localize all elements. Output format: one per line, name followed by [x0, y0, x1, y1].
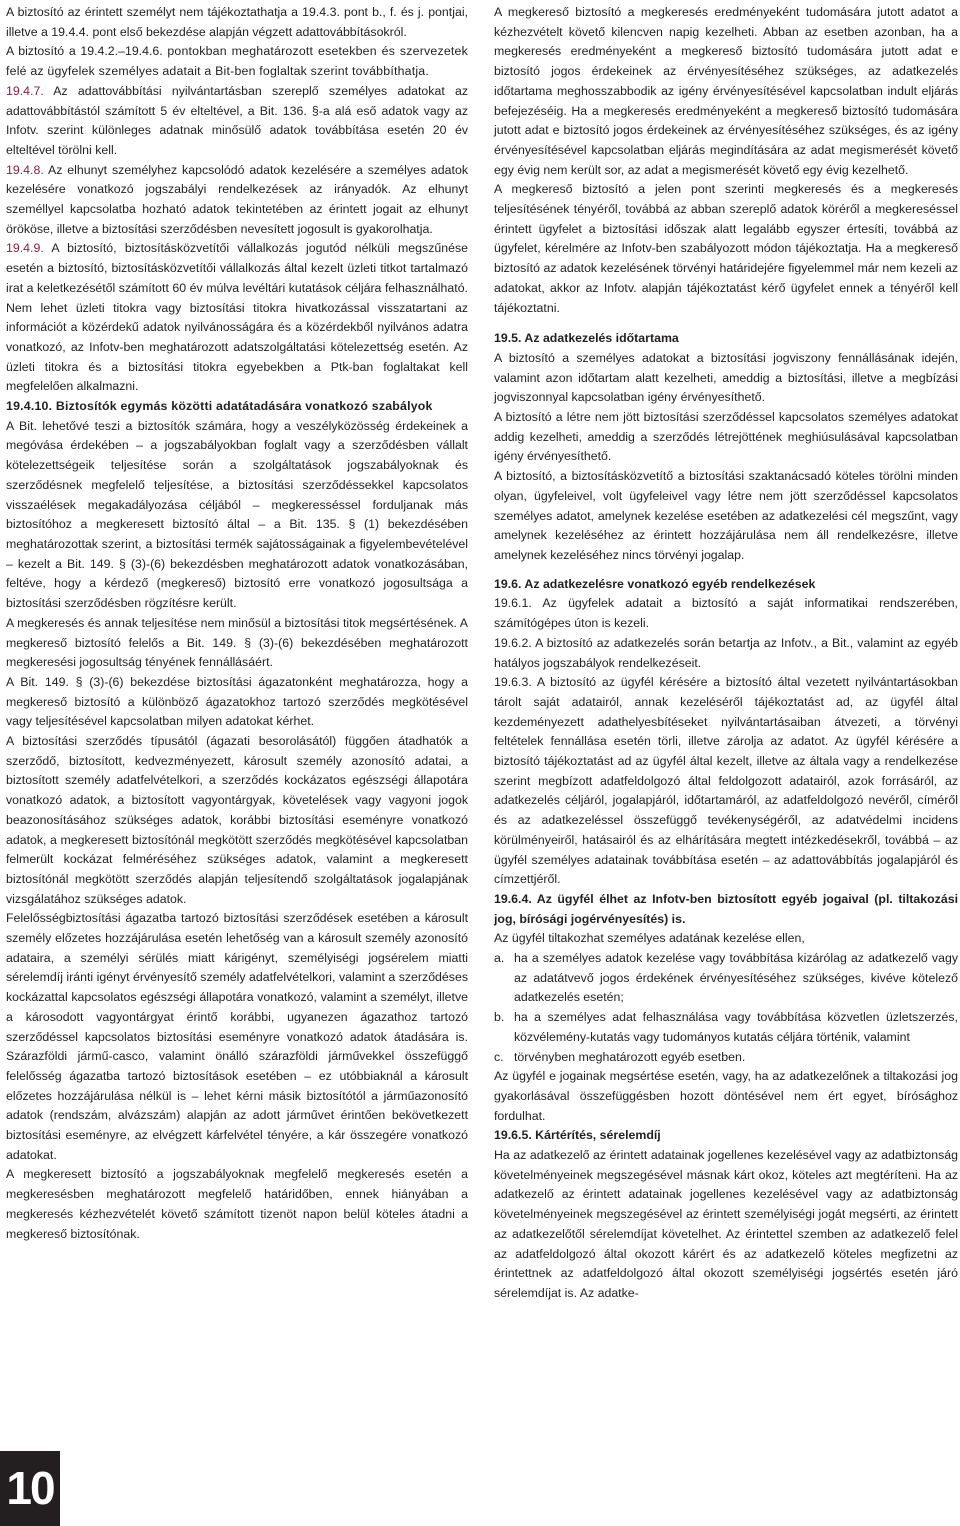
paragraph: 19.6.2. A biztosító az adatkezelés során betartja az Infotv., a Bit., valamint az egyéb hatályos jogszabályok rendelkezéseit.	[494, 635, 958, 670]
list-marker: b.	[494, 1010, 505, 1025]
paragraph: Ha az adatkezelő az érintett adatainak jogellenes kezelésével vagy az adatbiztonság követelményeinek megszegésével másnak kárt okoz, köteles azt megtéríteni. Ha az adatkezelő az érintett adatainak jogellenes kezelésével vagy az adatbiztonság követelményeinek megszegésével az érintett személyiségi jogát megsérti, az érintett az adatkezelőtől sérelemdíjat követelhet. Az érintettel szemben az adatkezelő felel az adatfeldolgozó által okozott kárért és az adatkezelő köteles megfizetni az érintettnek az adatfeldolgozó által okozott személyiségi jogsértés esetén járó sérelemdíjat is. Az adatke-	[494, 1148, 958, 1300]
paragraph: Az ügyfél e jogainak megsértése esetén, vagy, ha az adatkezelőnek a tiltakozási jog gyakorlásával összefüggésben hozott döntésével nem ért egyet, bírósághoz fordulhat.	[494, 1069, 958, 1123]
list-item-text: ha a személyes adatok kezelése vagy továbbítása kizárólag az adatkezelő vagy az adatátvevő jogos érdekének érvényesítéséhez szükséges, kivéve kötelező adatkezelés esetén;	[514, 951, 958, 1005]
paragraph: A megkeresés és annak teljesítése nem minősül a biztosítási titok megsértésének. A megkereső biztosító felelős a Bit. 149. § (3)-(6) bekezdésében meghatározott megkeresési jogosultság tényének fennállásáért.	[6, 615, 468, 670]
paragraph: A Bit. 149. § (3)-(6) bekezdése biztosítási ágazatonként meghatározza, hogy a megkereső biztosító a különböző ágazatokhoz tartozó szerződés megkötésével vagy teljesítésével kapcsolatban milyen adatokat kérhet.	[6, 674, 468, 729]
paragraph	[6, 239, 468, 397]
paragraph: A Bit. lehetővé teszi a biztosítók számára, hogy a veszélyközösség érdekeinek a megóvása érdekében – a jogszabályokban foglalt vagy a szerződésben vállalt kötelezettségeik teljesítése során a szolgáltatások jogszabályoknak és szerződésnek megfelelő teljesítése, a biztosítási szerződéssekkel kapcsolatos visszaélések megakadályozása céljából – megkeresséssel forduljanak más biztosítóhoz a megkeresett biztosító által – a Bit. 135. § (1) bekezdésében meghatározottak szerint, a biztosítási termék sajátosságainak a figyelembevételével – kezelt a Bit. 149. § (3)-(6) bekezdésben meghatározott adatok vonatkozásában, feltéve, hogy a kérdező (megkereső) biztosító erre vonatkozó jogosultsága a biztosítási szerződésben rögzítésre került.	[6, 418, 468, 611]
paragraph	[6, 42, 468, 81]
page-number: 10	[0, 1451, 60, 1526]
paragraph: A biztosító az érintett személyt nem tájékoztathatja a 19.4.3. pont b., f. és j. pontjai, illetve a 19.4.4. pont első bekezdése alapján végzett adattovábbításokról.	[6, 5, 468, 39]
paragraph-text: Az elhunyt személyhez kapcsolódó adatok kezelésére a személyes adatok kezelésére vonatkozó jogszabályi rendelkezések az irányadók. Az elhunyt személlyel kapcsolatba hozható adatok tekintetében az érintett jogait az elhunyt örököse, illetve a biztosítási szerződésben nevesített jogosult is gyakorolhatja.	[6, 162, 468, 236]
paragraph: Felelősségbiztosítási ágazatba tartozó biztosítási szerződések esetében a károsult személy előzetes hozzájárulása esetén lehetőség van a károsult személy azonosító adataira, a személyi sérülés miatt kárigényt, személyiségi jogsérelem miatti sérelemdíj iránti igényt érvényesítő személy adatfelvételkori, valamint a szerződéses kockázattal kapcsolatos egészségi állapotára vonatkozó, valamint a személyt, illetve a károsodott vagyontárgyat érintő korábbi, ugyanezen ágazathoz tartozó szerződéssel kapcsolatos biztosítási eseményre vonatkozó adatok átadására is. Szárazföldi jármű-casco, valamint önálló szárazföldi járművekkel összefüggő felelősség ágazatba tartozó biztosítások esetében – ez utóbbiaknál a károsult előzetes hozzájárulása nélkül is – lehet kérni másik biztosítótól a járműazonosító adatok (rendszám, alvázszám) alapján az adott járművet érintően bekövetkezett biztosítási eseményre, az elvégzett kárfelvétel tényére, a kár összegére vonatkozó adatokat.	[6, 911, 468, 1162]
paragraph	[6, 82, 468, 161]
list-item	[494, 1008, 958, 1047]
paragraph-text: pontokban meghatározott esetekben és szervezetek felé az ügyfelek személyes adatait a Bit-ben foglaltak szerint továbbíthatja.	[6, 44, 468, 79]
list-marker: c.	[494, 1049, 504, 1064]
list-item	[494, 949, 958, 1008]
objection-list	[494, 949, 958, 1067]
paragraph-lead: A biztosító a 19.4.2.–19.4.6.	[6, 44, 163, 59]
paragraph: A biztosító, a biztosításközvetítő a biztosítási szaktanácsadó köteles törölni minden olyan, ügyfeleivel, volt ügyfeleivel vagy létre nem jött szerződéssel kapcsolatos személyes adatot, amelynek kezelése esetében az adatkezelési cél megszűnt, vagy amelynek kezeléséhez az érintett hozzájárulása nem áll rendelkezésre, illetve amelynek kezeléséhez nincs törvényi jogalap.	[494, 469, 958, 562]
paragraph: 19.6.1. Az ügyfelek adatait a biztosító a saját informatikai rendszerében, számítógépes úton is kezeli.	[494, 596, 958, 631]
subsection-heading: 19.6.5. Kártérítés, sérelemdíj	[494, 1128, 661, 1143]
paragraph: A megkeresett biztosító a jogszabályoknak megfelelő megkeresés esetén a megkeresésben meghatározott megfelelő határidőben, ennek hiányában a megkeresés kézhezvételét követő számított tizenöt napon belül köteles átadni a megkereső biztosítónak.	[6, 1167, 468, 1241]
section-number: 19.4.8.	[6, 162, 44, 177]
list-item-text: ha a személyes adat felhasználása vagy továbbítása közvetlen üzletszerzés, közvélemény-kutatás vagy tudományos kutatás céljára történik, valamint	[514, 1010, 958, 1044]
left-column	[6, 3, 468, 1244]
paragraph: A biztosító a személyes adatokat a biztosítási jogviszony fennállásának idején, valamint azon időtartam alatt kezelheti, ameddig a biztosítási, illetve a megbízási jogviszonnyal kapcsolatban igény érvényesíthető.	[494, 350, 958, 405]
list-item	[494, 1048, 958, 1068]
paragraph-text: Az adattovábbítási nyilvántartásban szereplő személyes adatokat az adattovábbítástól számított 5 év elteltével, a Bit. 136. §-a alá eső adatok vagy az Infotv. szerint különleges adatnak minősülő adatok továbbítása esetén 20 év elteltével törölni kell.	[6, 83, 469, 157]
right-column	[494, 3, 958, 1304]
paragraph-text: A biztosító, biztosításközvetítői vállalkozás jogutód nélküli megszűnése esetén a biztosító, biztosításközvetítői vállalkozás által kezelt üzleti titkot tartalmazó irat a keletkezésétől számított 60 év múlva levéltári kutatások céljára felhasználható. Nem lehet üzleti titokra vagy biztosítási titokra hivatkozással visszatartani az információt a közérdekű adatok nyilvánosságára és a közérdekből nyilvános adatra vonatkozó, az Infotv-ben meghatározott adatszolgáltatási kötelezettség esetén. Az üzleti titokra és a biztosítási titokra egyebekben a Ptk-ban foglaltakat kell megfelelően alkalmazni.	[6, 241, 469, 394]
section-heading: 19.6. Az adatkezelésre vonatkozó egyéb rendelkezések	[494, 576, 816, 591]
paragraph: 19.6.3. A biztosító az ügyfél kérésére a biztosító által vezetett nyilvántartásokban tárolt saját adatairól, annak kezeléséről tájékoztatást ad, az ügyfél által kezdeményezett adathelyesbítéseket nyilvántartásaiban átvezeti, a törvényi feltételek fennállása esetén törli, illetve zárolja az adatot. Az ügyfél kérésére a biztosító tájékoztatást ad az ügyfél által kezelt, illetve az általa vagy a rendelkezése szerint megbízott adatfeldolgozó által feldolgozott adatairól, azok forrásáról, az adatkezelés céljáról, jogalapjáról, időtartamáról, az adatfeldolgozó nevéről, címéről és az adatkezeléssel összefüggő tevékenységéről, az adatvédelmi incidens körülményeiről, hatásairól és az elhárítására megtett intézkedésekről, továbbá – az ügyfél személyes adatainak továbbítása esetén – az adattovábbítás jogalapjáról és címzettjéről.	[494, 675, 958, 887]
paragraph: A biztosító a létre nem jött biztosítási szerződéssel kapcsolatos személyes adatokat addig kezelheti, ameddig a szerződés létrejöttének meghiúsulásával kapcsolatban igény érvényesíthető.	[494, 410, 958, 464]
section-heading: 19.5. Az adatkezelés időtartama	[494, 331, 679, 346]
paragraph: A biztosítási szerződés típusától (ágazati besorolásától) függően átadhatók a szerződő, biztosított, kedvezményezett, károsult személy azonosító adatai, a biztosított személy adatfelvételkori, a szerződés kockázatos egészségi állapotára vonatkozó adatok, a biztosított vagyontárgyak, követelések vagy vagyoni jogok beazonosításához szükséges adatok, korábbi biztosítási eseményre vonatkozó adatok, a megkeresett biztosítónál megkötött szerződés megkötésével kapcsolatban felmerült kockázat felméréséhez szükséges adatok, valamint a megkeresett biztosítónál megkötött szerződés alapján teljesítendő szolgáltatások jogalapjának vizsgálatához szükséges adatok.	[6, 734, 468, 906]
paragraph: A megkereső biztosító a megkeresés eredményeként tudomására jutott adatot a kézhezvételt követő kilencven napig kezelheti. Abban az esetben azonban, ha a megkeresés eredményeként a megkereső biztosító tudomására jutott adat e biztosító jogos érdekeinek az érvényesítéséhez szükséges, az adatkezelés időtartama meghosszabbodik az igény érvényesítésével kapcsolatban indult eljárás befejezéséig. Ha a megkeresés eredményeként a megkereső biztosító tudomására jutott adat e biztosító jogos érdekeinek az érvényesítéséhez szükséges, és az igény érvényesítésével kapcsolatban eljárás megindítására az adat megismerését követő egy évig nem került sor, az adat a megismerését követő egy évig kezelhető.	[494, 5, 958, 177]
section-number: 19.4.9.	[6, 241, 44, 256]
section-heading: 19.4.10. Biztosítók egymás közötti adatátadására vonatkozó szabályok	[6, 399, 433, 414]
paragraph: Az ügyfél tiltakozhat személyes adatának kezelése ellen,	[494, 931, 805, 946]
list-marker: a.	[494, 951, 505, 966]
paragraph: A megkereső biztosító a jelen pont szerinti megkeresés és a megkeresés teljesítésének tényéről, továbbá az abban szereplő adatok köréről a megkereséssel érintett ügyfelet a biztosítási időszak alatt legalább egyszer értesíti, továbbá az ügyfelet, kérelmére az Infotv-ben szabályozott módon tájékoztatja. Ha a megkereső biztosító az adatok kezelésének törvényi határidejére figyelemmel már nem kezeli az adatokat, akkor az Infotv. alapján tájékoztatást kérő ügyfelet ennek a tényéről kell tájékoztatni.	[494, 182, 958, 315]
subsection-heading: 19.6.4. Az ügyfél élhet az Infotv-ben biztosított egyéb jogaival (pl. tiltakozási jog, bírósági jogérvényesítés) is.	[494, 891, 958, 926]
section-number: 19.4.7.	[6, 83, 44, 98]
paragraph	[6, 161, 468, 240]
list-item-text: törvényben meghatározott egyéb esetben.	[514, 1049, 746, 1064]
